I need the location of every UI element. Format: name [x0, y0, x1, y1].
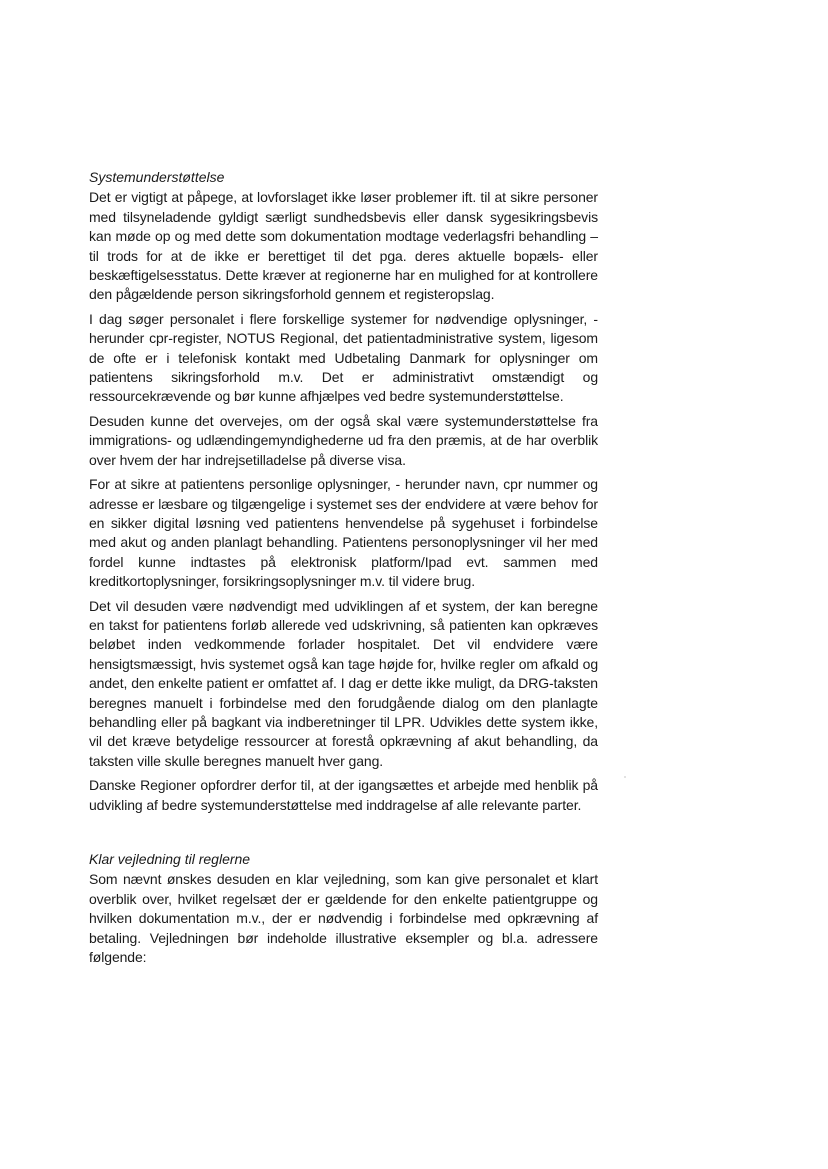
paragraph: Det er vigtigt at påpege, at lovforslaget ikke løser problemer ift. til at sikre personer med tilsyneladende gyldigt særligt sundhedsbevis eller dansk sygesikringsbevis kan møde op og med dette som dokumentation modtage vederlagsfri behandling – til trods for at de ikke er berettiget til det pga. deres aktuelle bopæls- eller beskæftigelsesstatus. Dette kræver at regionerne har en mulighed for at kontrollere den pågældende person sikringsforhold gennem et registeropslag. — [89, 189, 598, 303]
section-heading: Systemunderstøttelse — [89, 169, 225, 185]
section-systemunderstottelse — [89, 168, 598, 815]
section-klar-vejledning — [89, 850, 598, 967]
section-heading: Klar vejledning til reglerne — [89, 851, 251, 867]
document-body — [89, 168, 598, 972]
paragraph: I dag søger personalet i flere forskellige systemer for nødvendige oplysninger, - herunder cpr-register, NOTUS Regional, det patientadministrative system, ligesom de ofte er i telefonisk kontakt med Udbetaling Danmark for oplysninger om patientens sikringsforhold m.v. Det er administrativt omstændigt og ressourcekrævende og bør kunne afhjælpes ved bedre systemunderstøttelse. — [89, 310, 598, 405]
paragraph: For at sikre at patientens personlige oplysninger, - herunder navn, cpr nummer og adresse er læsbare og tilgængelige i systemet ses der endvidere at være behov for en sikker digital løsning ved patientens henvendelse på sygehuset i forbindelse med akut og anden planlagt behandling. Patientens personoplysninger vil her med fordel kunne indtastes på elektronisk platform/Ipad evt. sammen med kreditkortoplysninger, forsikringsoplysninger m.v. til videre brug. — [89, 476, 598, 590]
paragraph: Desuden kunne det overvejes, om der også skal være systemunderstøttelse fra immigrations- og udlændingemyndighederne ud fra den præmis, at de har overblik over hvem der har indrejsetilladelse på diverse visa. — [89, 412, 598, 468]
paragraph: Som nævnt ønskes desuden en klar vejledning, som kan give personalet et klart overblik over, hvilket regelsæt der er gældende for den enkelte patientgruppe og hvilken dokumentation m.v., der er nødvendig i forbindelse med opkrævning af betaling. Vejledningen bør indeholde illustrative eksempler og bl.a. adressere følgende: — [89, 871, 598, 966]
section-spacer — [89, 820, 598, 850]
paragraph: Det vil desuden være nødvendigt med udviklingen af et system, der kan beregne en takst for patientens forløb allerede ved udskrivning, så patienten kan opkræves beløbet inden vedkommende forlader hospitalet. Det vil endvidere være hensigtsmæssigt, hvis systemet også kan tage højde for, hvilke regler om afkald og andet, den enkelte patient er omfattet af. I dag er dette ikke muligt, da DRG-taksten beregnes manuelt i forbindelse med den forudgående dialog om den planlagte behandling eller på bagkant via indberetninger til LPR. Udvikles dette system ikke, vil det kræve betydelige ressourcer at forestå opkrævning af akut behandling, da taksten ville skulle beregnes manuelt hver gang. — [89, 597, 598, 769]
paragraph: Danske Regioner opfordrer derfor til, at der igangsættes et arbejde med henblik på udvikling af bedre systemunderstøttelse med inddragelse af alle relevante parter. — [89, 777, 598, 813]
scan-speck — [624, 776, 626, 778]
